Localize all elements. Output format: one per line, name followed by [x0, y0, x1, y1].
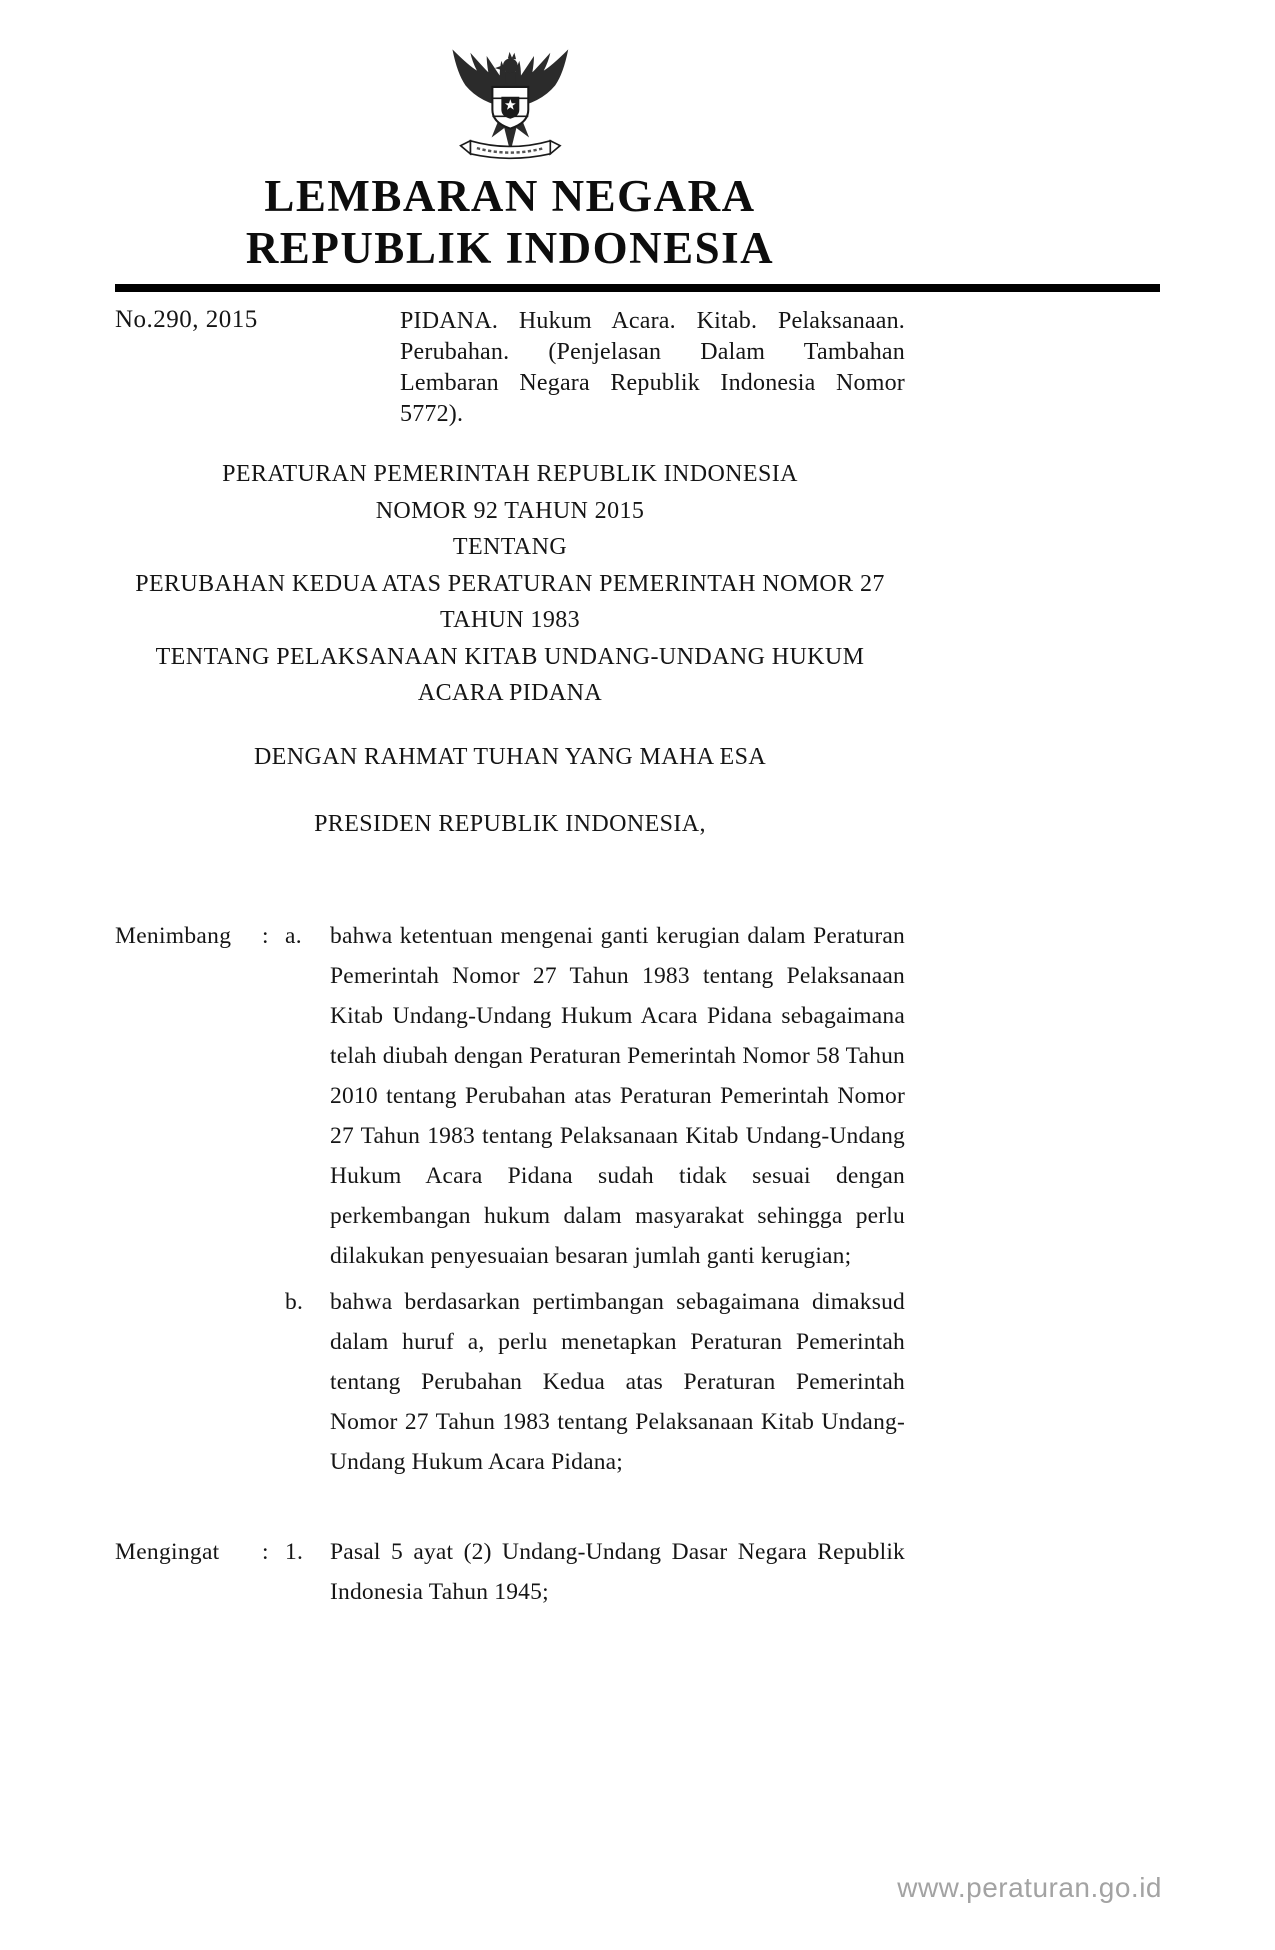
item-1-marker: 1.: [285, 1538, 304, 1565]
emblem-container: [115, 38, 905, 162]
gazette-title-line2: REPUBLIK INDONESIA: [245, 223, 775, 274]
gazette-title: [115, 170, 905, 274]
title-divider-rule: [115, 284, 1160, 292]
recalling-label: Mengingat: [115, 1538, 220, 1565]
masthead-row: [115, 306, 905, 430]
item-a-marker: a.: [285, 922, 302, 949]
recalling-colon: :: [262, 1538, 269, 1565]
regulation-heading-line4: PERUBAHAN KEDUA ATAS PERATURAN PEMERINTAH NOMOR 27 TAHUN 1983: [135, 570, 885, 634]
subject-abstract: PIDANA. Hukum Acara. Kitab. Pelaksanaan. Perubahan. (Penjelasan Dalam Tambahan Lembaran Negara Republik Indonesia Nomor 5772).: [400, 308, 905, 428]
considering-item-a: [115, 916, 905, 1276]
item-1-text: Pasal 5 ayat (2) Undang-Undang Dasar Negara Republik Indonesia Tahun 1945;: [330, 1538, 905, 1605]
considering-label: Menimbang: [115, 922, 232, 949]
issue-number: No.290, 2015: [115, 306, 258, 334]
considering-section: [115, 916, 905, 1482]
regulation-heading: [115, 456, 905, 712]
regulation-heading-line1: PERATURAN PEMERINTAH REPUBLIK INDONESIA: [222, 461, 798, 488]
regulation-heading-line5: TENTANG PELAKSANAAN KITAB UNDANG-UNDANG HUKUM ACARA PIDANA: [155, 643, 865, 707]
considering-colon: :: [262, 922, 269, 949]
regulation-heading-line3: TENTANG: [452, 534, 568, 561]
considering-item-b: [115, 1282, 905, 1482]
authority-line: PRESIDEN REPUBLIK INDONESIA,: [314, 810, 706, 837]
recalling-item-1: [115, 1532, 905, 1612]
gazette-title-line1: LEMBARAN NEGARA: [264, 171, 756, 221]
recalling-section: [115, 1532, 905, 1612]
item-b-marker: b.: [285, 1288, 304, 1315]
invocation-line: DENGAN RAHMAT TUHAN YANG MAHA ESA: [253, 743, 767, 770]
item-b-text: bahwa berdasarkan pertimbangan sebagaimana dimaksud dalam huruf a, perlu menetapkan Peraturan Pemerintah tentang Perubahan Kedua atas Peraturan Pemerintah Nomor 27 Tahun 1983 tentang Pelaksanaan Kitab Undang-Undang Hukum Acara Pidana;: [330, 1288, 905, 1475]
regulation-heading-line2: NOMOR 92 TAHUN 2015: [375, 497, 645, 524]
source-watermark: www.peraturan.go.id: [897, 1872, 1162, 1903]
garuda-pancasila-emblem-icon: [441, 38, 580, 162]
item-a-text: bahwa ketentuan mengenai ganti kerugian dalam Peraturan Pemerintah Nomor 27 Tahun 1983 tentang Pelaksanaan Kitab Undang-Undang Hukum Acara Pidana sebagaimana telah diubah dengan Peraturan Pemerintah Nomor 58 Tahun 2010 tentang Perubahan atas Peraturan Pemerintah Nomor 27 Tahun 1983 tentang Pelaksanaan Kitab Undang-Undang Hukum Acara Pidana sudah tidak sesuai dengan perkembangan hukum dalam masyarakat sehingga perlu dilakukan penyesuaian besaran jumlah ganti kerugian;: [330, 922, 905, 1269]
